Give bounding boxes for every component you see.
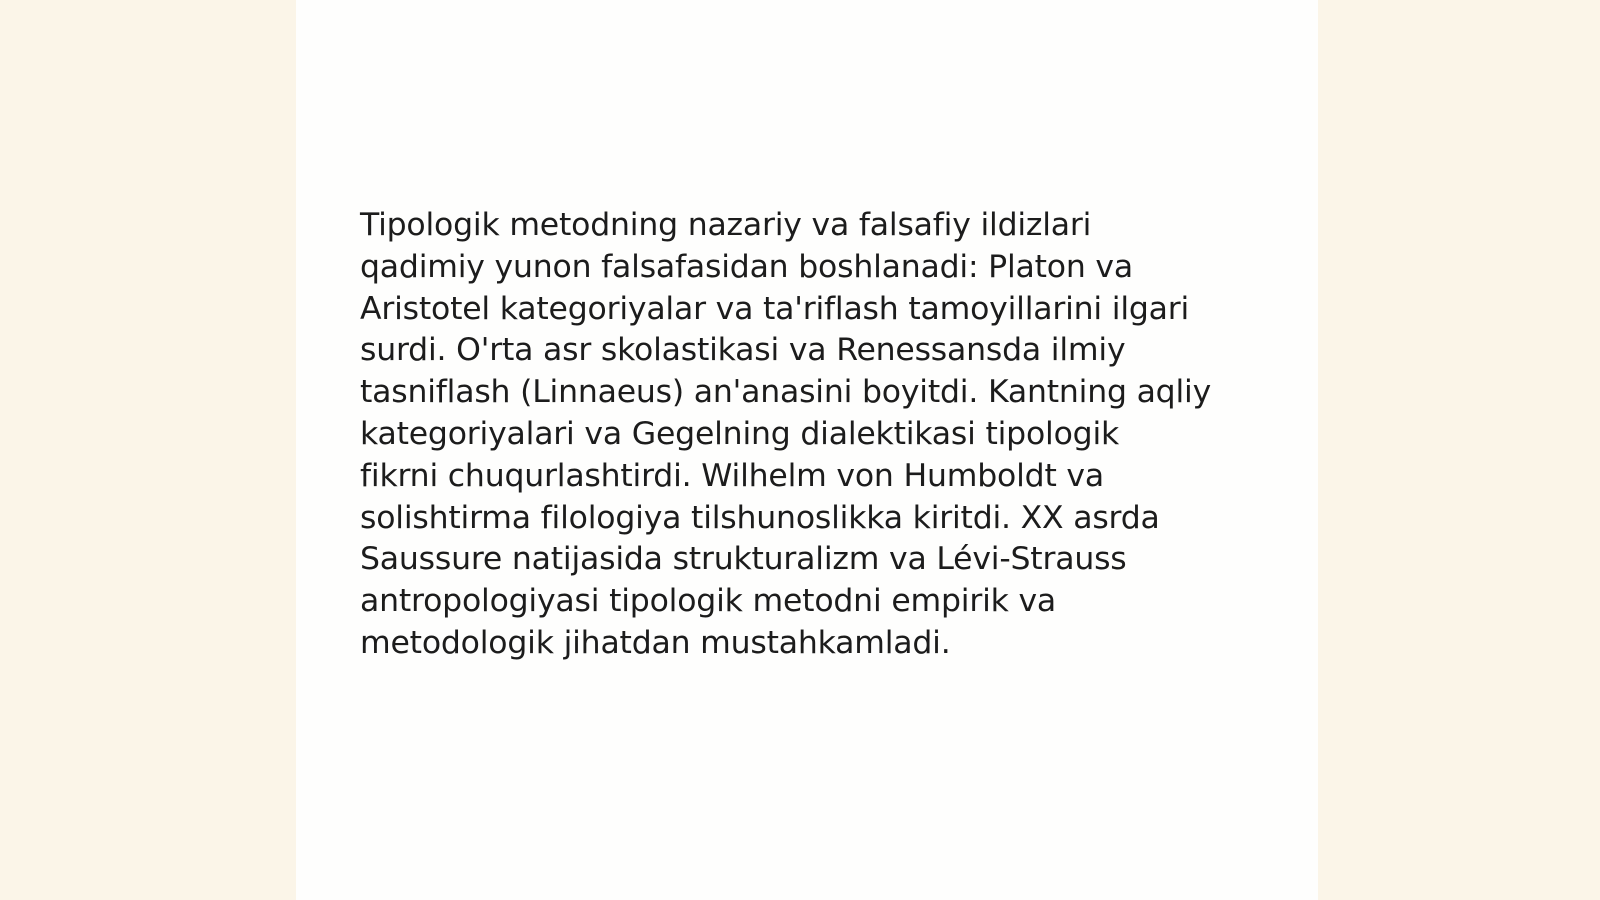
left-margin-panel <box>0 0 296 900</box>
slide-body-text: Tipologik metodning nazariy va falsafiy ildizlari qadimiy yunon falsafasidan boshlanadi: Platon va Aristotel kategoriyalar va ta'riflash tamoyillarini ilgari surdi. O'rta asr skolastikasi va Renessansda ilmiy tasniflash (Linnaeus) an'anasini boyitdi. Kantning aqliy kategoriyalari va Gegelning dialektikasi tipologik fikrni chuqurlashtirdi. Wilhelm von Humboldt va solishtirma filologiya tilshunoslikka kiritdi. XX asrda Saussure natijasida strukturalizm va Lévi-Strauss antropologiyasi tipologik metodni empirik va metodologik jihatdan mustahkamladi. <box>360 207 1212 661</box>
right-margin-panel <box>1318 0 1600 900</box>
slide-canvas <box>296 0 1318 900</box>
